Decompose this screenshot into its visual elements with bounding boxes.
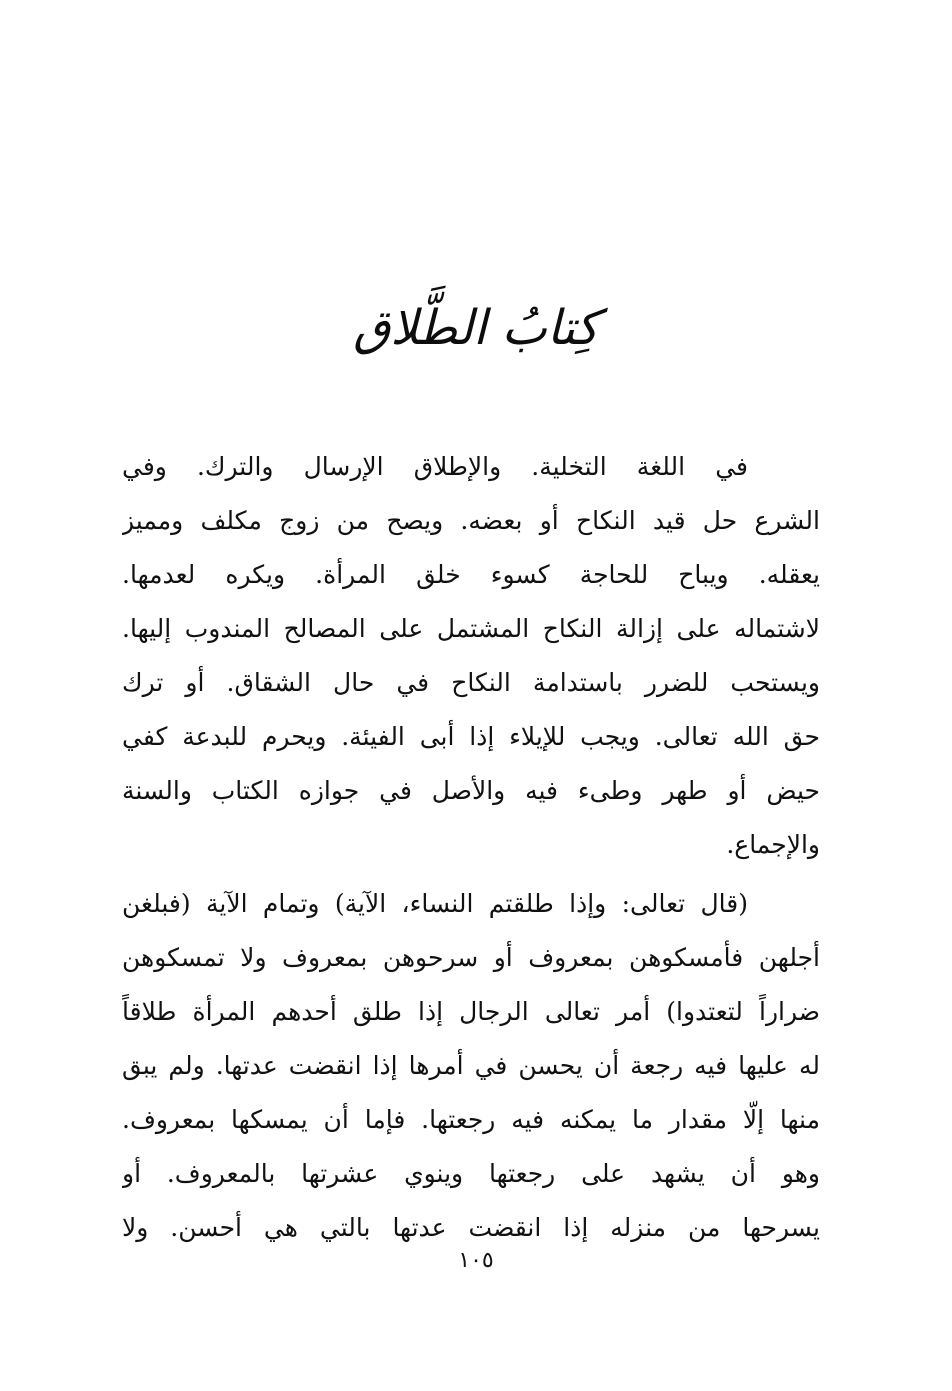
text-line: يعقله. ويباح للحاجة كسوء خلق المرأة. ويكره لعدمها. bbox=[122, 560, 820, 589]
text-line: له عليها فيه رجعة أن يحسن في أمرها إذا انقضت عدتها. ولم يبق bbox=[122, 1051, 820, 1080]
text-line: (قال تعالى: وإذا طلقتم النساء، الآية) وتمام الآية (فبلغن bbox=[122, 889, 748, 918]
text-line: ضراراً لتعتدوا) أمر تعالى الرجال إذا طلق أحدهم المرأة طلاقاً bbox=[122, 997, 820, 1026]
paragraph-1 bbox=[122, 440, 820, 872]
text-line: حق الله تعالى. ويجب للإيلاء إذا أبى الفيئة. ويحرم للبدعة كفي bbox=[122, 722, 820, 751]
text-line: والإجماع. bbox=[726, 830, 820, 859]
chapter-title: كِتابُ الطَّلاق bbox=[353, 300, 599, 356]
text-line: منها إلّا مقدار ما يمكنه فيه رجعتها. فإما أن يمسكها بمعروف. bbox=[122, 1105, 820, 1134]
text-line: الشرع حل قيد النكاح أو بعضه. ويصح من زوج مكلف ومميز bbox=[122, 506, 820, 535]
page-number: ١٠٥ bbox=[458, 1248, 494, 1273]
text-line: ويستحب للضرر باستدامة النكاح في حال الشقاق. أو ترك bbox=[122, 668, 820, 697]
text-line: حيض أو طهر وطىء فيه والأصل في جوازه الكتاب والسنة bbox=[122, 776, 820, 805]
text-line: أجلهن فأمسكوهن بمعروف أو سرحوهن بمعروف ولا تمسكوهن bbox=[122, 943, 820, 972]
text-line: يسرحها من منزله إذا انقضت عدتها بالتي هي أحسن. ولا bbox=[122, 1213, 820, 1242]
text-line: لاشتماله على إزالة النكاح المشتمل على المصالح المندوب إليها. bbox=[122, 614, 820, 643]
text-line: وهو أن يشهد على رجعتها وينوي عشرتها بالمعروف. أو bbox=[122, 1159, 820, 1188]
text-line: في اللغة التخلية. والإطلاق الإرسال والترك. وفي bbox=[122, 452, 748, 481]
paragraph-2 bbox=[122, 877, 820, 1255]
